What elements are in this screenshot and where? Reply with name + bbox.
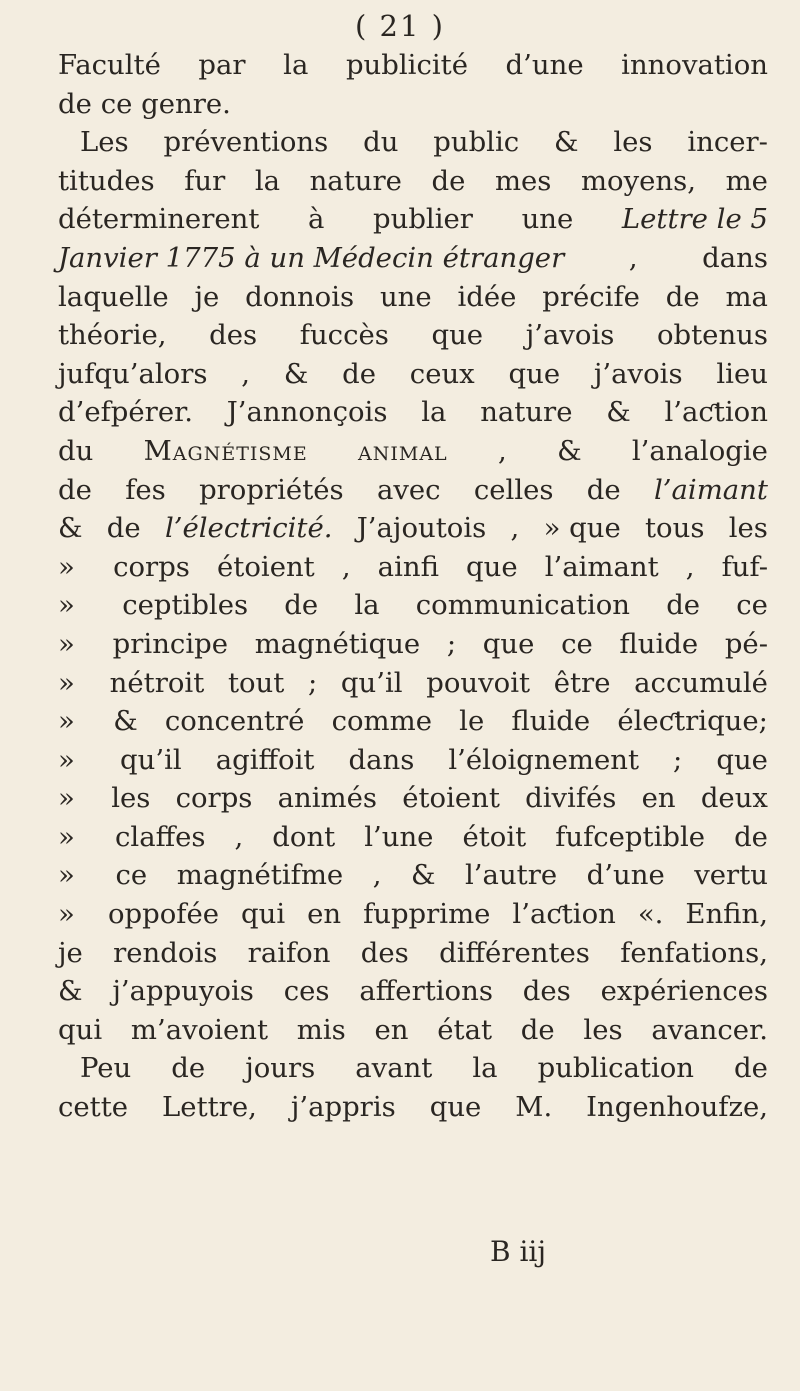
word: qu’il xyxy=(340,666,403,699)
word: en xyxy=(307,898,342,931)
word: , xyxy=(510,512,520,545)
text-line xyxy=(58,818,768,857)
word: , xyxy=(372,859,382,892)
text-line xyxy=(58,239,768,278)
text-line xyxy=(58,548,768,587)
text-line xyxy=(58,123,768,162)
word: à xyxy=(308,203,325,236)
word: étoient xyxy=(217,550,315,583)
text-line xyxy=(58,200,768,239)
word: mes xyxy=(494,164,552,197)
word: une xyxy=(379,280,432,313)
word: Faculté xyxy=(58,49,161,81)
word: moyens, xyxy=(580,164,696,197)
word: théorie, xyxy=(58,319,167,352)
word: être xyxy=(553,666,611,699)
text-line xyxy=(58,162,768,201)
word: d’une xyxy=(505,49,584,81)
word: celles xyxy=(473,473,554,506)
word: du xyxy=(58,434,94,467)
word: ma xyxy=(725,280,768,313)
text-line xyxy=(58,934,768,973)
text-line xyxy=(58,278,768,317)
text-line xyxy=(58,393,768,432)
word: pouvoit xyxy=(426,666,531,699)
word: que xyxy=(431,319,484,352)
word: tout xyxy=(227,666,285,699)
text-line xyxy=(58,664,768,703)
word: donnois xyxy=(245,280,355,313)
word: , xyxy=(341,550,351,583)
text-line xyxy=(58,1011,768,1050)
word: tous xyxy=(645,512,705,545)
word: mis xyxy=(296,1013,346,1046)
text-line xyxy=(58,1088,768,1127)
word: jours xyxy=(245,1052,316,1085)
word: ces xyxy=(283,975,330,1008)
word: de xyxy=(665,280,700,313)
word: expériences xyxy=(600,975,768,1008)
word: que xyxy=(508,357,561,390)
word: deux xyxy=(700,782,768,815)
word: animal xyxy=(358,434,448,467)
word: déterminerent xyxy=(58,203,260,236)
word: de xyxy=(106,512,141,545)
word: du xyxy=(363,126,399,159)
word: publier xyxy=(373,203,473,236)
word: jufqu’alors xyxy=(58,357,208,390)
word: les xyxy=(613,126,653,159)
word: éleƈtrique; xyxy=(617,705,768,738)
text-line xyxy=(58,972,768,1011)
word: l’éloignement xyxy=(448,743,640,776)
word: une xyxy=(521,203,574,236)
word: corps xyxy=(113,550,190,583)
word: la xyxy=(421,396,447,429)
quote-mark: » xyxy=(58,550,75,583)
word: magnétique xyxy=(254,627,421,660)
word: ce xyxy=(115,859,148,892)
text-line xyxy=(58,509,768,548)
word: que xyxy=(482,627,535,660)
text-line xyxy=(58,779,768,818)
word: des xyxy=(209,319,258,352)
word: par xyxy=(198,49,246,81)
word: Les xyxy=(80,126,129,159)
word: ; xyxy=(446,627,457,660)
quote-mark: » xyxy=(58,666,75,699)
word: de xyxy=(284,589,319,622)
word: de xyxy=(431,164,466,197)
word: de xyxy=(171,1052,206,1085)
word: étoient xyxy=(402,782,500,815)
word: & xyxy=(554,126,579,159)
word: laquelle xyxy=(58,280,169,313)
word: ce xyxy=(736,589,768,622)
word: communication xyxy=(415,589,631,622)
word: , xyxy=(628,241,638,274)
word: J’annonçois xyxy=(226,396,388,429)
word: avec xyxy=(376,473,441,506)
word: , xyxy=(685,550,695,583)
quote-mark: » xyxy=(58,898,75,931)
word: d’efpérer. xyxy=(58,396,193,429)
word: préventions xyxy=(163,126,329,159)
word: des xyxy=(360,936,409,969)
text-line xyxy=(58,1049,768,1088)
word: l’électricité. xyxy=(164,512,333,545)
word: , xyxy=(241,357,251,390)
word: ; xyxy=(673,743,683,776)
word: la xyxy=(354,589,380,622)
quote-mark: » xyxy=(58,589,75,622)
word: qu’il xyxy=(120,743,182,776)
word: concentré xyxy=(164,705,305,738)
word: le xyxy=(459,705,485,738)
word: la xyxy=(254,164,281,197)
word: les xyxy=(111,782,151,815)
word: Peu xyxy=(80,1052,132,1085)
word: cette xyxy=(58,1091,129,1124)
word: incer- xyxy=(687,126,768,159)
quote-mark: » xyxy=(58,705,75,738)
text-line xyxy=(58,741,768,780)
word: nature xyxy=(309,164,402,197)
quote-mark: » xyxy=(58,782,75,815)
word: raifon xyxy=(247,936,331,969)
word: idée xyxy=(457,280,517,313)
signature-mark: B iij xyxy=(490,1235,547,1268)
word: & xyxy=(58,975,83,1008)
text-line xyxy=(58,625,768,664)
word: Ingenhoufze, xyxy=(586,1091,768,1124)
word: fuf- xyxy=(721,550,768,583)
word: comme xyxy=(331,705,432,738)
word: » que xyxy=(543,512,621,545)
word: Lettre, xyxy=(162,1091,257,1124)
word: Magnétisme xyxy=(143,434,308,467)
word: précife xyxy=(542,280,640,313)
word: publication xyxy=(537,1052,695,1085)
word: je xyxy=(58,936,83,969)
word: de xyxy=(734,820,768,853)
word: que xyxy=(466,550,518,583)
word: dans xyxy=(702,241,768,274)
word: de xyxy=(586,473,621,506)
word: différentes xyxy=(439,936,590,969)
quote-mark: » xyxy=(58,627,75,660)
word: animés xyxy=(277,782,377,815)
text-line xyxy=(58,856,768,895)
word: j’appuyois xyxy=(112,975,254,1008)
word: & xyxy=(606,396,631,429)
word: l’une xyxy=(364,820,434,853)
word: nétroit xyxy=(109,666,205,699)
word: que xyxy=(429,1091,482,1124)
word: Lettre le 5 xyxy=(621,203,768,236)
word: obtenus xyxy=(656,319,768,352)
word: ce xyxy=(561,627,593,660)
word: nature xyxy=(480,396,573,429)
word: affertions xyxy=(359,975,493,1008)
word: de xyxy=(520,1013,555,1046)
word: fluide xyxy=(511,705,591,738)
word: & xyxy=(283,357,309,390)
word: , xyxy=(498,434,507,467)
word: «. xyxy=(637,898,664,931)
word: fur xyxy=(184,164,226,197)
word: & xyxy=(113,705,138,738)
word: accumulé xyxy=(634,666,768,699)
word: Janvier 1775 à un Médecin étranger xyxy=(58,241,565,274)
word: fluide xyxy=(619,627,699,660)
word: je xyxy=(194,280,220,313)
text-line xyxy=(58,432,768,471)
word: j’avois xyxy=(525,319,615,352)
word: l’analogie xyxy=(631,434,768,467)
word: & xyxy=(58,512,83,545)
word: d’une xyxy=(586,859,665,892)
word: l’aimant xyxy=(544,550,659,583)
word: qui xyxy=(58,1013,103,1046)
word: public xyxy=(433,126,520,159)
word: propriétés xyxy=(199,473,344,506)
word: lieu xyxy=(716,357,768,390)
quote-mark: » xyxy=(58,820,75,853)
word: l’aimant xyxy=(653,473,768,506)
word: , xyxy=(234,820,244,853)
word: corps xyxy=(175,782,253,815)
word: J’ajoutois xyxy=(356,512,487,545)
word: oppofée xyxy=(107,898,220,931)
word: rendois xyxy=(113,936,218,969)
word: m’avoient xyxy=(130,1013,269,1046)
word: les xyxy=(728,512,768,545)
word: l’aƈtion xyxy=(512,898,616,931)
word: étoit xyxy=(462,820,527,853)
word: état xyxy=(437,1013,493,1046)
word: l’aƈtion xyxy=(664,396,768,429)
quote-mark: » xyxy=(58,859,75,892)
word: avancer. xyxy=(651,1013,768,1046)
word: publicité xyxy=(345,49,468,81)
word: & xyxy=(557,434,582,467)
word: divifés xyxy=(525,782,617,815)
text-line xyxy=(58,355,768,394)
word: dans xyxy=(348,743,415,776)
page-number: ( 21 ) xyxy=(355,9,445,43)
word: genre. xyxy=(141,87,231,120)
word: en xyxy=(641,782,676,815)
word: ainfi xyxy=(377,550,439,583)
word: de xyxy=(734,1052,768,1085)
word: les xyxy=(583,1013,623,1046)
word: fes xyxy=(125,473,166,506)
text-line xyxy=(58,316,768,355)
word: en xyxy=(374,1013,409,1046)
text-line xyxy=(58,471,768,510)
word: qui xyxy=(241,898,286,931)
word: j’avois xyxy=(593,357,683,390)
word: ; xyxy=(307,666,318,699)
word: Enfin, xyxy=(685,898,768,931)
word: de xyxy=(58,473,92,506)
word: fuccès xyxy=(299,319,389,352)
word: M. xyxy=(515,1091,553,1124)
word: pé- xyxy=(724,627,768,660)
word: de xyxy=(342,357,376,390)
word: ceux xyxy=(409,357,475,390)
text-line xyxy=(58,702,768,741)
word: & xyxy=(411,859,436,892)
word: des xyxy=(522,975,571,1008)
word: ce xyxy=(100,87,133,120)
word: ceptibles xyxy=(122,589,249,622)
word: avant xyxy=(355,1052,433,1085)
word: fenfations, xyxy=(620,936,768,969)
body-text xyxy=(58,46,768,1127)
text-line xyxy=(58,586,768,625)
text-line xyxy=(58,46,768,85)
word: dont xyxy=(272,820,336,853)
word: de xyxy=(666,589,701,622)
word: me xyxy=(725,164,768,197)
text-line xyxy=(58,895,768,934)
word: la xyxy=(472,1052,498,1085)
word: de xyxy=(58,87,92,120)
word: innovation xyxy=(621,49,768,81)
quote-mark: » xyxy=(58,743,75,776)
word: agiffoit xyxy=(215,743,315,776)
word: que xyxy=(716,743,768,776)
text-line xyxy=(58,85,768,124)
word: claffes xyxy=(115,820,206,853)
word: principe xyxy=(112,627,229,660)
word: fupprime xyxy=(363,898,491,931)
word: magnétifme xyxy=(176,859,344,892)
word: l’autre xyxy=(465,859,558,892)
word: fufceptible xyxy=(555,820,706,853)
word: j’appris xyxy=(290,1091,396,1124)
word: la xyxy=(283,49,309,81)
word: vertu xyxy=(694,859,768,892)
word: titudes xyxy=(58,164,155,197)
